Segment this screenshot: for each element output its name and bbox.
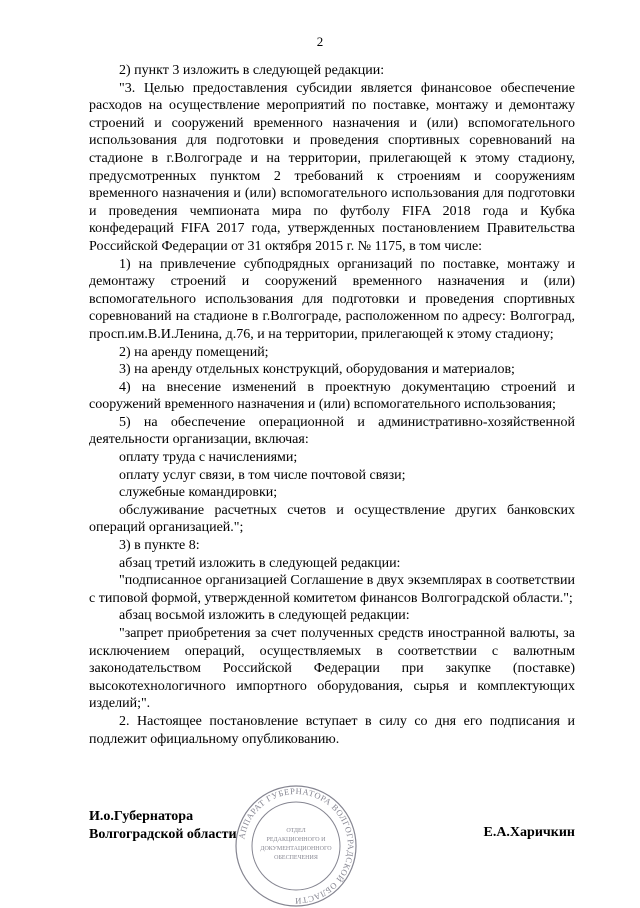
paragraph: оплату услуг связи, в том числе почтовой связи; bbox=[119, 467, 406, 483]
paragraph: 3) в пункте 8: bbox=[119, 538, 200, 554]
paragraph: абзац третий изложить в следующей редакции: bbox=[119, 555, 401, 571]
paragraph: абзац восьмой изложить в следующей редакции: bbox=[119, 608, 410, 624]
paragraph: 1) на привлечение субподрядных организаций по поставке, монтажу и демонтажу строений и сооружений временного назначения и (или) вспомогательного использования для подготовки и проведения спортивных соревнований на стадионе в г.Волгограде, расположенном по адресу: Волгоград, просп.им.В.И.Ленина, д.76, и на территории, прилегающей к этому стадиону; bbox=[89, 256, 575, 342]
signatory-title bbox=[89, 808, 237, 843]
paragraph: обслуживание расчетных счетов и осуществление других банковских операций организацией."; bbox=[89, 502, 575, 536]
page-number: 2 bbox=[316, 34, 324, 49]
paragraph: 3) на аренду отдельных конструкций, оборудования и материалов; bbox=[119, 362, 515, 378]
official-stamp-icon bbox=[230, 784, 362, 908]
signatory-title-line2: Волгоградской области bbox=[89, 826, 237, 842]
paragraph: "запрет приобретения за счет полученных средств иностранной валюты, за исключением операций, осуществляемых в соответствии с валютным законодательством Российской Федерации при закупке (поставке) высокотехнологичного импортного оборудования, сырья и комплектующих изделий;". bbox=[89, 626, 575, 712]
stamp-inner-line2: РЕДАКЦИОННОГО И bbox=[266, 837, 326, 843]
paragraph: служебные командировки; bbox=[119, 485, 278, 501]
paragraph: 5) на обеспечение операционной и административно-хозяйственной деятельности организации, включая: bbox=[89, 414, 575, 448]
document-body bbox=[89, 62, 575, 748]
signatory-name: Е.А.Харичкин bbox=[483, 825, 575, 840]
stamp-inner-line3: ДОКУМЕНТАЦИОННОГО bbox=[260, 846, 332, 852]
paragraph: 2) пункт 3 изложить в следующей редакции: bbox=[119, 63, 385, 78]
paragraph: "подписанное организацией Соглашение в двух экземплярах в соответствии с типовой формой, утвержденной комитетом финансов Волгоградской области."; bbox=[89, 573, 575, 606]
stamp-inner-line4: ОБЕСПЕЧЕНИЯ bbox=[274, 855, 318, 861]
signatory-title-line1: И.о.Губернатора bbox=[89, 809, 194, 824]
paragraph: 2. Настоящее постановление вступает в силу со дня его подписания и подлежит официальному опубликованию. bbox=[89, 713, 575, 747]
paragraph: 4) на внесение изменений в проектную документацию строений и сооружений временного назначения и (или) вспомогательного использования; bbox=[89, 379, 575, 413]
paragraph: "3. Целью предоставления субсидии является финансовое обеспечение расходов на осуществление мероприятий по поставке, монтажу и демонтажу строений и сооружений временного назначения и (или) вспомогательного использования для подготовки и проведения спортивных соревнований на стадионе в г.Волгограде и на территории, прилегающей к этому стадиону, предусмотренных пунктом 2 требований к строениям и сооружениям временного назначения и (или) вспомогательного использования для подготовки и проведения чемпионата мира по футболу FIFA 2018 года и Кубка конфедераций FIFA 2017 года, утвержденных постановлением Правительства Российской Федерации от 31 октября 2015 г. № 1175, в том числе: bbox=[89, 80, 575, 254]
paragraph: оплату труда с начислениями; bbox=[119, 450, 298, 466]
stamp-outer-textpath: АППАРАТ ГУБЕРНАТОРА ВОЛГОГРАДСКОЙ ОБЛАСТИ bbox=[236, 785, 357, 907]
stamp-inner-line1: ОТДЕЛ bbox=[286, 828, 306, 834]
paragraph: 2) на аренду помещений; bbox=[119, 344, 269, 360]
